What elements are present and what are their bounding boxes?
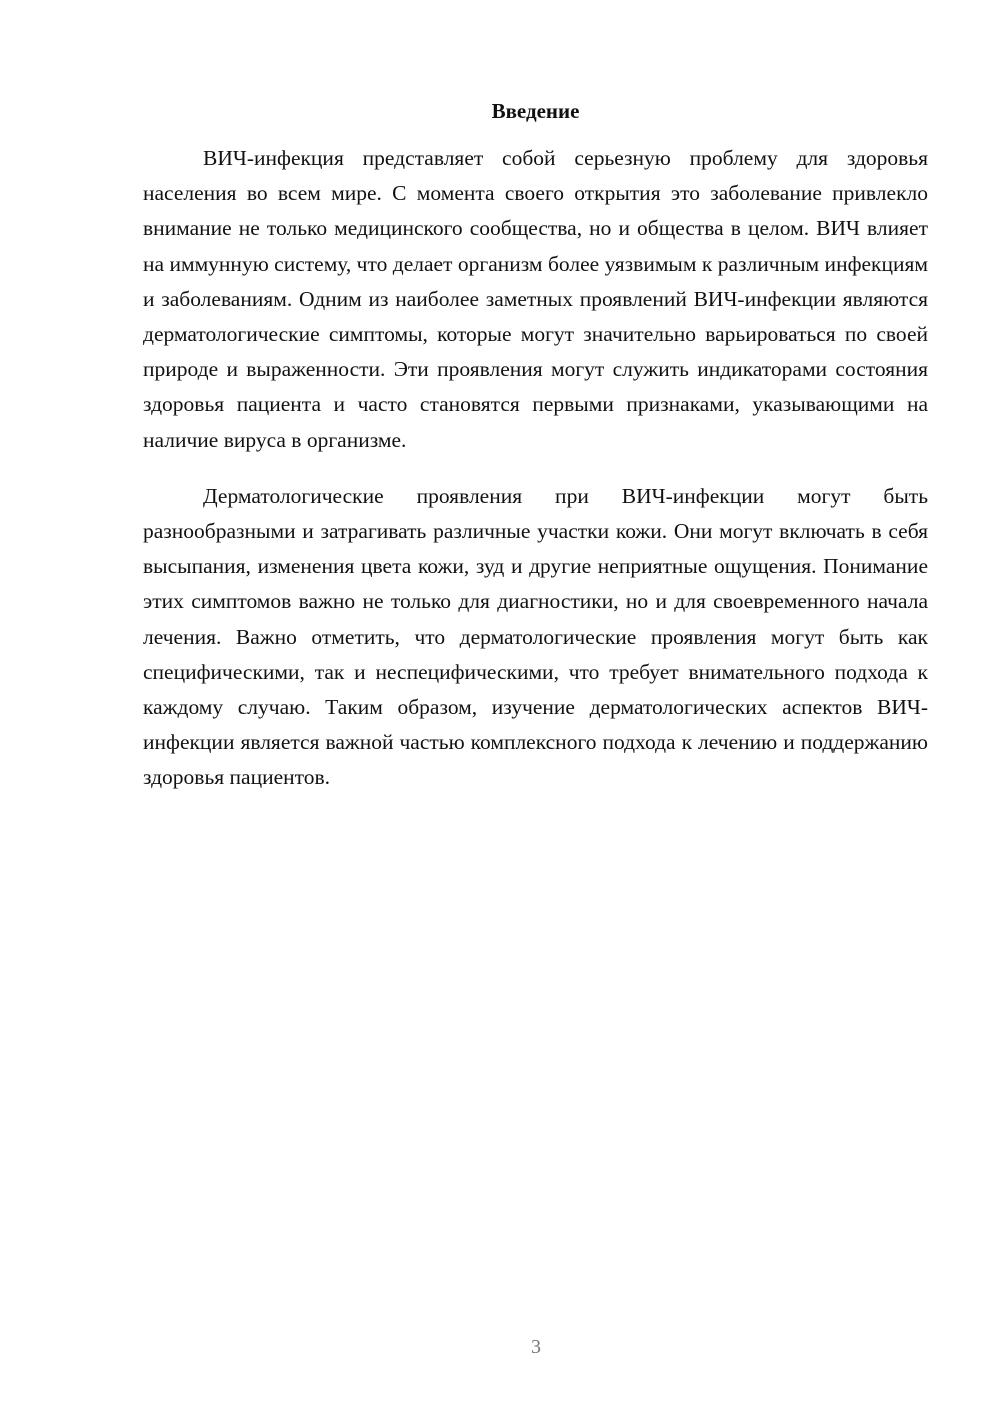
page-number: 3 bbox=[531, 1336, 541, 1358]
paragraph-1: ВИЧ-инфекция представляет собой серьезную проблему для здоровья населения во всем мире. С момента своего открытия это заболевание привлекло внимание не только медицинского сообщества, но и общества в целом. ВИЧ влияет на иммунную систему, что делает организм более уязвимым к различным инфекциям и заболеваниям. Одним из наиболее заметных проявлений ВИЧ-инфекции являются дерматологические симптомы, которые могут значительно варьироваться по своей природе и выраженности. Эти проявления могут служить индикаторами состояния здоровья пациента и часто становятся первыми признаками, указывающими на наличие вируса в организме. bbox=[143, 146, 928, 452]
paragraph-2: Дерматологические проявления при ВИЧ-инфекции могут быть разнообразными и затрагивать различные участки кожи. Они могут включать в себя высыпания, изменения цвета кожи, зуд и другие неприятные ощущения. Понимание этих симптомов важно не только для диагностики, но и для своевременного начала лечения. Важно отметить, что дерматологические проявления могут быть как специфическими, так и неспецифическими, что требует внимательного подхода к каждому случаю. Таким образом, изучение дерматологических аспектов ВИЧ-инфекции является важной частью комплексного подхода к лечению и поддержанию здоровья пациентов. bbox=[143, 483, 928, 790]
section-heading: Введение bbox=[491, 99, 580, 123]
page-content bbox=[143, 96, 928, 796]
